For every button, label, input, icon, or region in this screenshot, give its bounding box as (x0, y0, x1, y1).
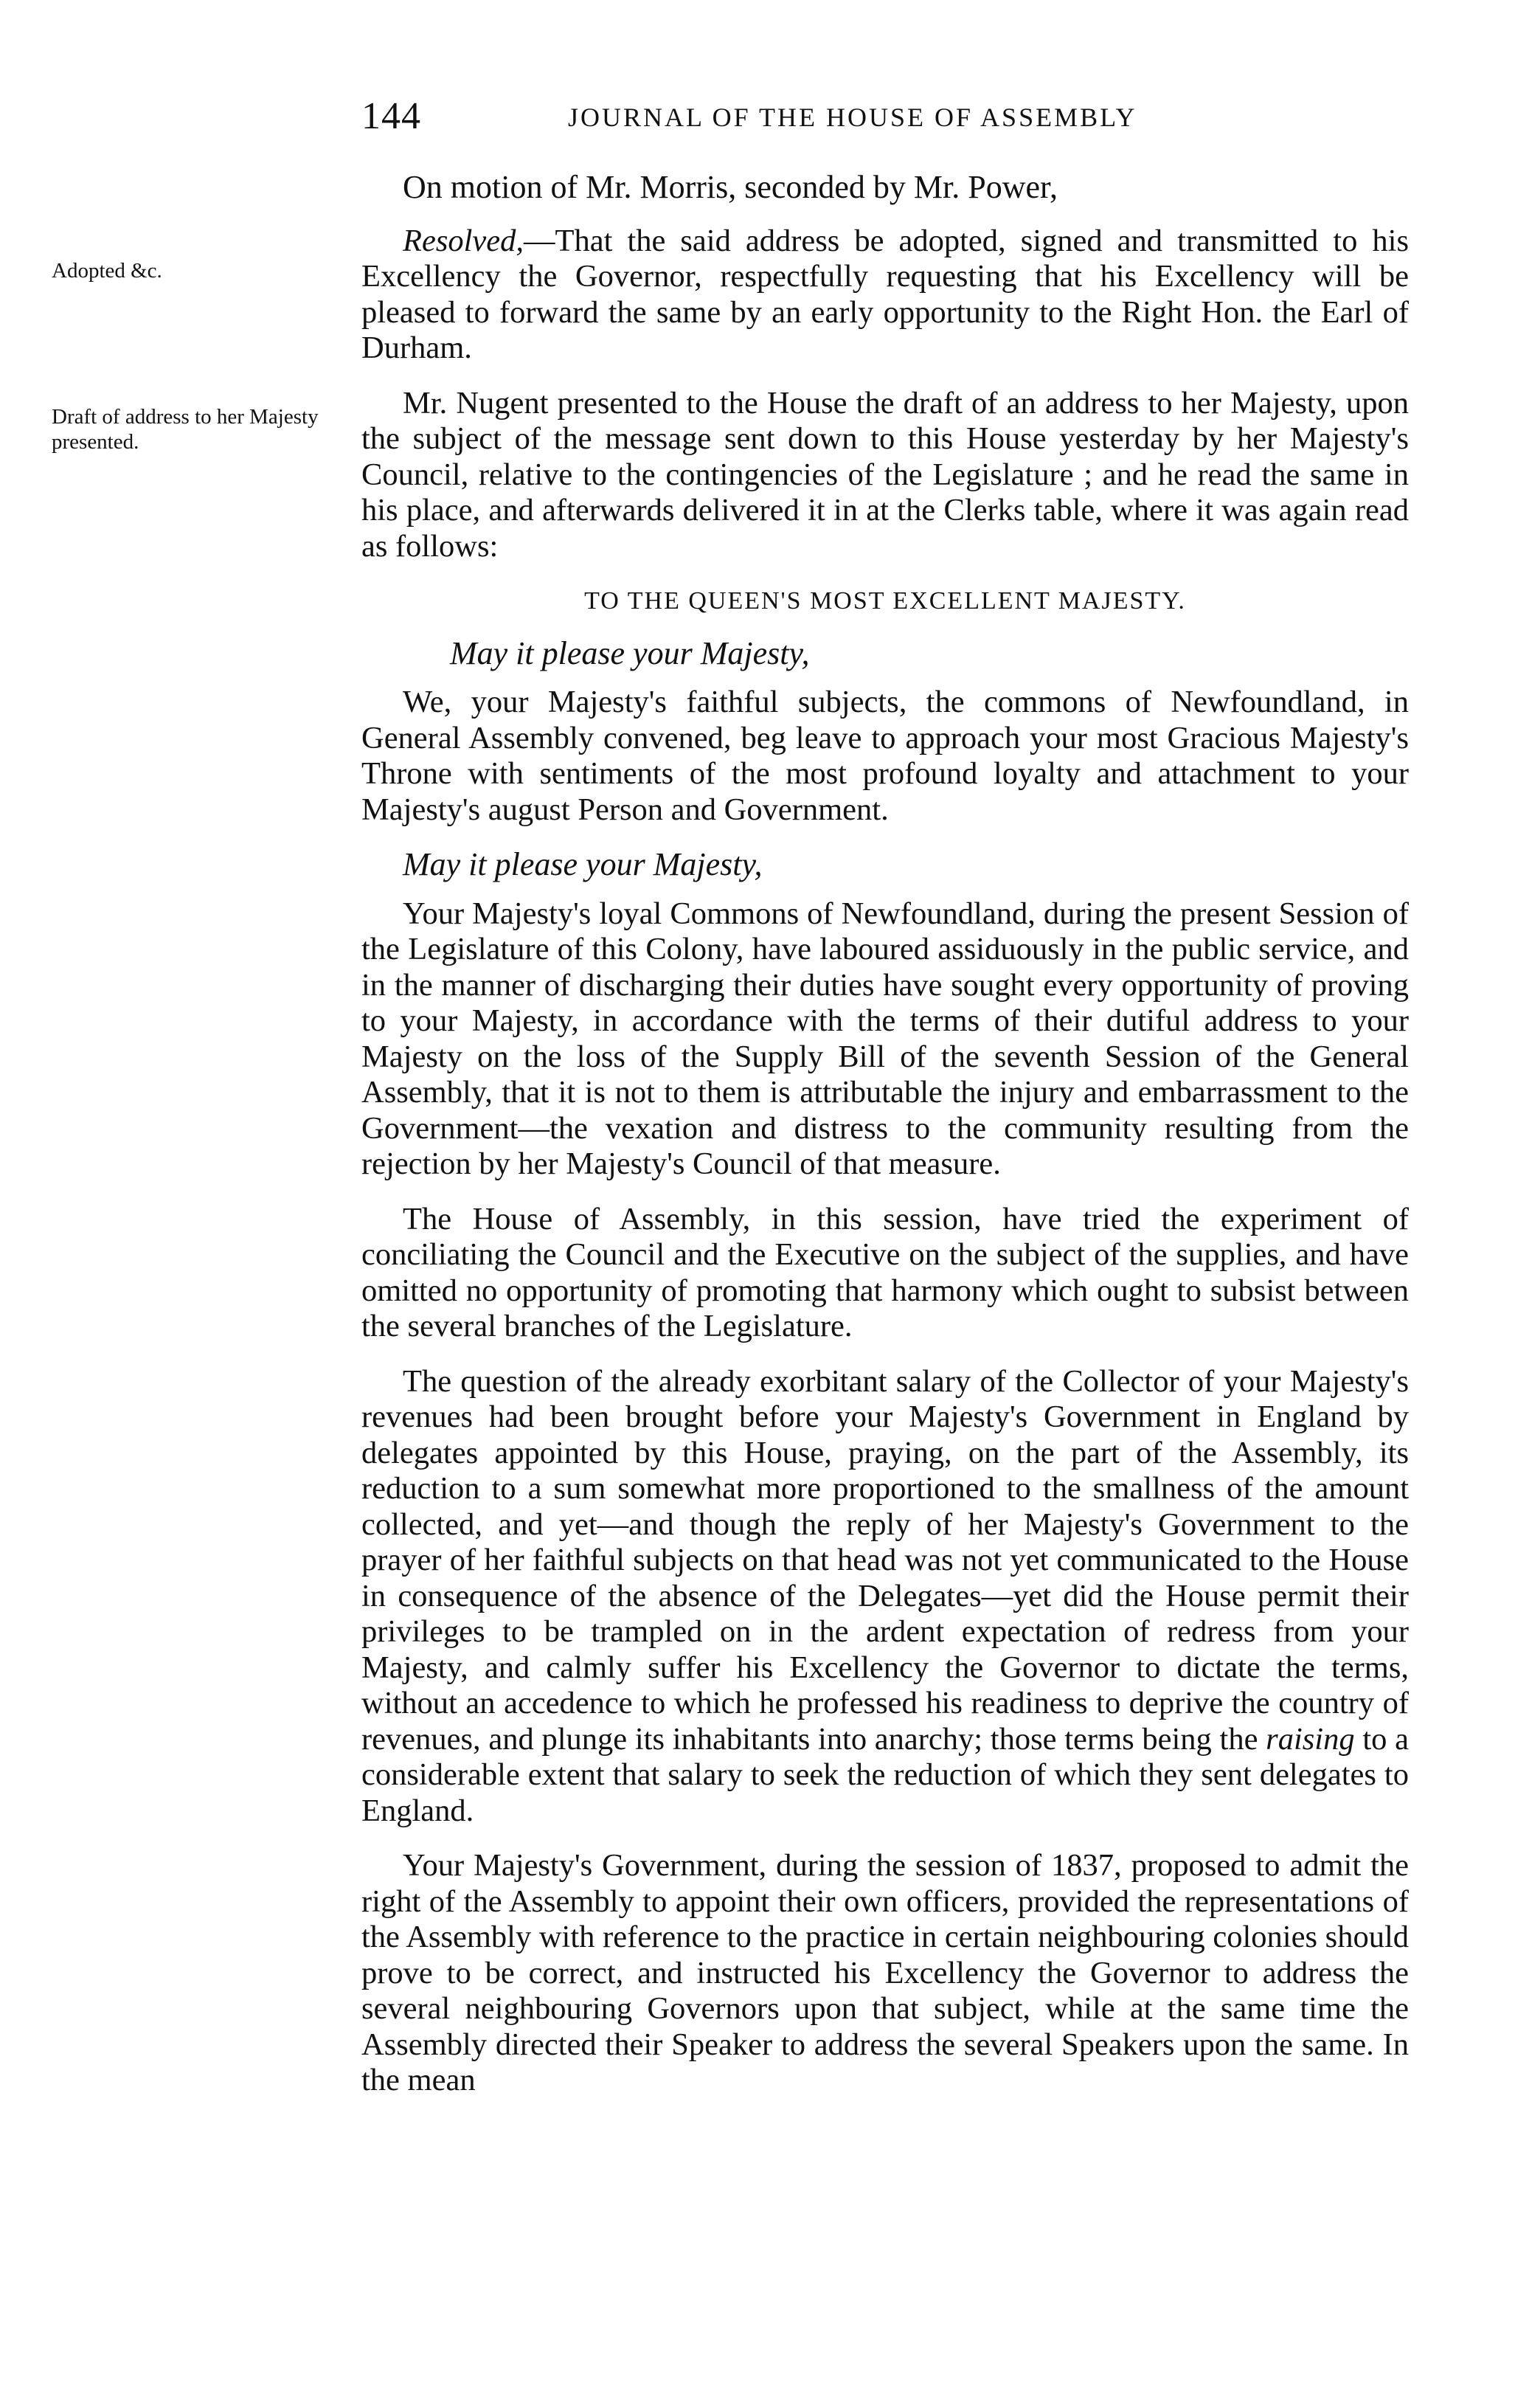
para-4-text-a: The question of the already exorbitant salary of the Collector of your Majesty's revenues had been brought before your Majesty's Government in England by delegates appointed by this House, praying, on the part of the Assembly, its reduction to a sum somewhat more proportioned to the smallness of the amount collected, and yet—and though the reply of her Majesty's Government to the prayer of her faithful subjects on that head was not yet communicated to the House in consequence of the absence of the Delegates—yet did the House permit their privileges to be trampled on in the ardent expectation of redress from your Majesty, and calmly suffer his Excellency the Governor to dictate the terms, without an accedence to which he professed his readiness to deprive the country of revenues, and plunge its inhabitants into anarchy; those terms being the (361, 1363, 1409, 1757)
address-paragraph-3: The House of Assembly, in this session, have tried the experiment of conciliating the Council and the Executive on the subject of the supplies, and have omitted no opportunity of promoting that harmony which ought to subsist between the several branches of the Legislature. (361, 1201, 1409, 1343)
salutation-second: May it please your Majesty, (403, 846, 763, 882)
address-paragraph-5: Your Majesty's Government, during the session of 1837, proposed to admit the right of the Assembly to appoint their own officers, provided the representations of the Assembly with reference to the practice in certain neighbouring colonies should prove to be correct, and instructed his Excellency the Governor to address the several neighbouring Governors upon that subject, while at the same time the Assembly directed their Speaker to address the several Speakers upon the same. In the mean (361, 1848, 1409, 2097)
address-paragraph-4 (361, 1364, 1409, 1830)
nugent-paragraph: Mr. Nugent presented to the House the draft of an address to her Majesty, upon the subject of the message sent down to this House yesterday by her Majesty's Council, relative to the contingencies of the Legislature ; and he read the same in his place, and afterwards delivered it in at the Clerks table, where it was again read as follows: (361, 385, 1409, 564)
para-4-raising: raising (1266, 1721, 1355, 1757)
resolved-text: —That the said address be adopted, signed and transmitted to his Excellency the Governor, respectfully requesting that his Excellency will be pleased to forward the same by an early opportunity to the Right Hon. the Earl of Durham. (361, 223, 1409, 365)
para-4-text-b: to a considerable extent that salary to seek the reduction of which they sent delegates to England. (361, 1721, 1409, 1828)
journal-body (361, 170, 1409, 2118)
resolved-paragraph (361, 224, 1409, 367)
running-head: JOURNAL OF THE HOUSE OF ASSEMBLY (568, 103, 1137, 132)
salutation-first: May it please your Majesty, (450, 634, 810, 671)
motion-line: On motion of Mr. Morris, seconded by Mr. Power, (403, 169, 1058, 205)
address-heading: TO THE QUEEN'S MOST EXCELLENT MAJESTY. (584, 587, 1186, 615)
address-paragraph-1: We, your Majesty's faithful subjects, the commons of Newfoundland, in General Assembly convened, beg leave to approach your most Gracious Majesty's Throne with sentiments of the most profound loyalty and attachment to your Majesty's august Person and Government. (361, 685, 1409, 827)
margin-note-adopted: Adopted &c. (52, 259, 162, 283)
page-number: 144 (361, 95, 421, 137)
resolved-lead: Resolved, (403, 223, 524, 258)
margin-note-draft: Draft of address to her Majesty presented. (52, 405, 319, 454)
address-paragraph-2: Your Majesty's loyal Commons of Newfoundland, during the present Session of the Legislature of this Colony, have laboured assiduously in the public service, and in the manner of discharging their duties have sought every opportunity of proving to your Majesty, in accordance with the terms of their dutiful address to your Majesty on the loss of the Supply Bill of the seventh Session of the General Assembly, that it is not to them is attributable the injury and embarrassment to the Government—the vexation and distress to the community resulting from the rejection by her Majesty's Council of that measure. (361, 896, 1409, 1181)
page-header (361, 94, 1409, 139)
